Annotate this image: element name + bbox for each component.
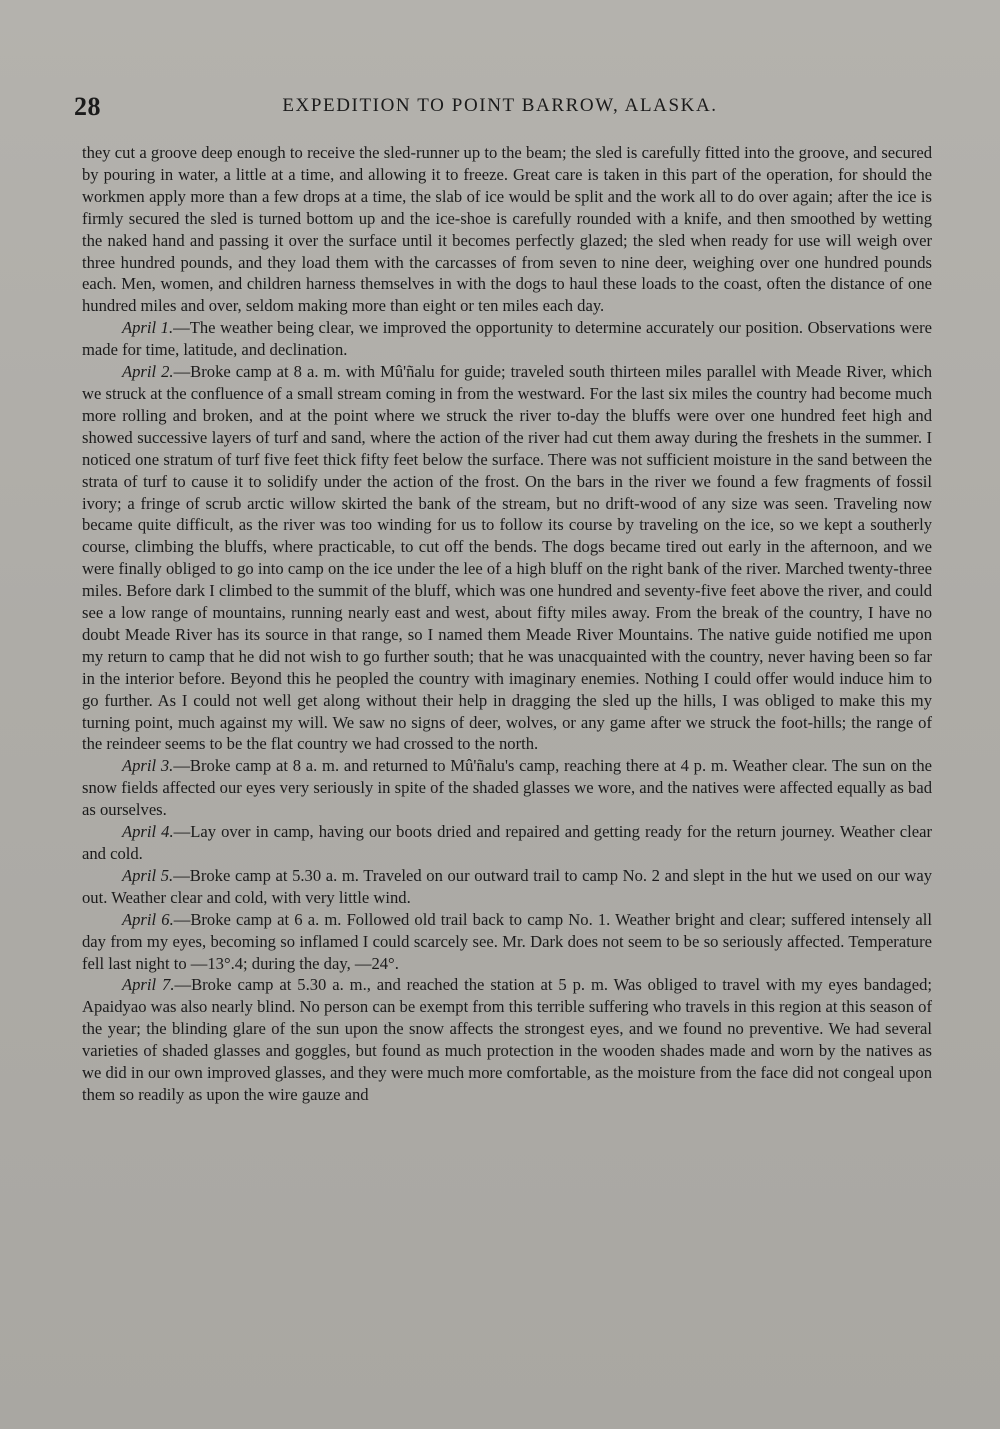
- paragraph-text: —Broke camp at 8 a. m. and returned to Mû'ñalu's camp, reaching there at 4 p. m. Weather clear. The sun on the snow fields affected our eyes very seriously in spite of the shaded glasses we wore, and the natives were affected equally as bad as ourselves.: [82, 756, 932, 820]
- paragraph-april-4: [82, 821, 932, 865]
- entry-date: April 6.: [122, 909, 174, 929]
- paragraph-text: —Broke camp at 6 a. m. Followed old trail back to camp No. 1. Weather bright and clear; suffered intensely all day from my eyes, becoming so inflamed I could scarcely see. Mr. Dark does not seem to be so seriously affected. Temperature fell last night to —13°.4; during the day, —24°.: [82, 909, 932, 973]
- entry-date: April 3.: [122, 756, 174, 776]
- paragraph-text: —Broke camp at 5.30 a. m. Traveled on our outward trail to camp No. 2 and slept in the hut we used on our way out. Weather clear and cold, with very little wind.: [82, 865, 932, 907]
- paragraph-text: —Broke camp at 5.30 a. m., and reached the station at 5 p. m. Was obliged to travel with my eyes bandaged; Apaidyao was also nearly blind. No person can be exempt from this terrible suffering who travels in this region at this season of the year; the blinding glare of the sun upon the snow affects the strongest eyes, and we found no preventive. We had several varieties of shaded glasses and goggles, but found as much protection in the wooden shades made and worn by the natives as we did in our own improved glasses, and they were much more comfortable, as the moisture from the face did not congeal upon them so readily as upon the wire gauze and: [82, 975, 932, 1104]
- page-number: 28: [74, 92, 101, 121]
- paragraph-april-5: [82, 865, 932, 909]
- running-title: EXPEDITION TO POINT BARROW, ALASKA.: [282, 95, 718, 116]
- paragraph-text: they cut a groove deep enough to receive the sled-runner up to the beam; the sled is carefully fitted into the groove, and secured by pouring in water, a little at a time, and allowing it to freeze. Great care is taken in this part of the operation, for should the workmen apply more than a few drops at a time, the slab of ice would be split and the work all to do over again; after the ice is firmly secured the sled is turned bottom up and the ice-shoe is carefully rounded with a knife, and then smoothed by wetting the naked hand and passing it over the surface until it becomes perfectly glazed; the sled when ready for use will weigh over three hundred pounds, and they load them with the carcasses of from seven to nine deer, weighing over one hundred pounds each. Men, women, and children harness themselves in with the dogs to haul these loads to the coast, often the distance of one hundred miles and over, seldom making more than eight or ten miles each day.: [82, 143, 932, 316]
- entry-date: April 7.: [122, 975, 175, 995]
- body-text: [82, 142, 932, 1106]
- paragraph-april-6: [82, 909, 932, 975]
- entry-date: April 5.: [122, 865, 174, 885]
- paragraph-april-3: [82, 755, 932, 821]
- entry-date: April 4.: [122, 822, 174, 842]
- paragraph-continuation: [82, 142, 932, 317]
- paragraph-text: —The weather being clear, we improved the opportunity to determine accurately our position. Observations were made for time, latitude, and declination.: [82, 318, 932, 360]
- entry-date: April 1.: [122, 318, 174, 338]
- entry-date: April 2.: [122, 362, 174, 382]
- paragraph-text: —Broke camp at 8 a. m. with Mû'ñalu for guide; traveled south thirteen miles parallel with Meade River, which we struck at the confluence of a small stream coming in from the westward. For the last six miles the country had become much more rolling and broken, and at the point where we struck the river to-day the bluffs were over one hundred feet high and showed successive layers of turf and sand, where the action of the river had cut them away during the freshets in the summer. I noticed one stratum of turf five feet thick fifty feet below the surface. There was not sufficient moisture in the sand between the strata of turf to cause it to solidify under the action of the frost. On the bars in the river we found a few fragments of fossil ivory; a fringe of scrub arctic willow skirted the bank of the stream, but no drift-wood of any size was seen. Traveling now became quite difficult, as the river was too winding for us to follow its course by traveling on the ice, so we kept a southerly course, climbing the bluffs, where practicable, to cut off the bends. The dogs became tired out early in the afternoon, and we were finally obliged to go into camp on the ice under the lee of a high bluff on the right bank of the river. Marched twenty-three miles. Before dark I climbed to the summit of the bluff, which was one hundred and seventy-five feet above the river, and could see a low range of mountains, running nearly east and west, about fifty miles away. From the break of the country, I have no doubt Meade River has its source in that range, so I named them Meade River Mountains. The native guide notified me upon my return to camp that he did not wish to go further south; that he was unacquainted with the country, never having been so far in the interior before. Beyond this he peopled the country with imaginary enemies. Nothing I could offer would induce him to go further. As I could not well get along without their help in dragging the sled up the hills, I was obliged to make this my turning point, much against my will. We saw no signs of deer, wolves, or any game after we struck the foot-hills; the range of the reindeer seems to be the flat country we had crossed to the north.: [82, 362, 932, 754]
- page-header: [74, 92, 926, 128]
- paragraph-text: —Lay over in camp, having our boots dried and repaired and getting ready for the return journey. Weather clear and cold.: [82, 822, 932, 863]
- paragraph-april-1: [82, 317, 932, 361]
- paragraph-april-2: [82, 361, 932, 755]
- paragraph-april-7: [82, 974, 932, 1105]
